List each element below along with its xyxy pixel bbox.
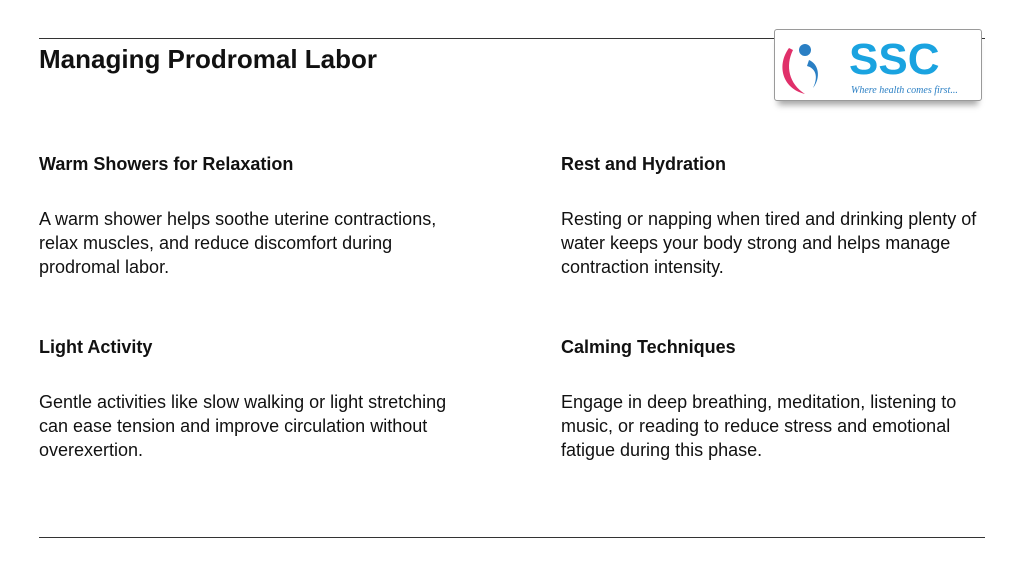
slide-title: Managing Prodromal Labor — [39, 44, 378, 74]
section-body: Engage in deep breathing, meditation, listening to music, or reading to reduce stress and emotional fatigue during this phase. — [561, 392, 957, 460]
figure-body-icon — [807, 60, 818, 88]
logo-brand-text: SSC — [849, 35, 940, 84]
section-heading: Light Activity — [39, 337, 153, 357]
bottom-divider — [39, 537, 985, 538]
section-calming-techniques — [561, 337, 981, 462]
ssc-logo — [774, 29, 982, 101]
section-rest-hydration — [561, 154, 981, 279]
ssc-logo-graphic — [775, 30, 981, 100]
section-heading: Rest and Hydration — [561, 154, 727, 174]
section-heading: Warm Showers for Relaxation — [39, 154, 294, 174]
section-light-activity — [39, 337, 459, 462]
logo-tagline: Where health comes first... — [851, 85, 958, 96]
section-body: Gentle activities like slow walking or light stretching can ease tension and improve circulation without overexertion. — [39, 392, 447, 460]
section-heading: Calming Techniques — [561, 337, 736, 357]
section-body: A warm shower helps soothe uterine contractions, relax muscles, and reduce discomfort during prodromal labor. — [39, 209, 437, 277]
section-warm-showers — [39, 154, 459, 279]
figure-head-icon — [799, 44, 811, 56]
section-body: Resting or napping when tired and drinking plenty of water keeps your body strong and helps manage contraction intensity. — [561, 209, 977, 277]
